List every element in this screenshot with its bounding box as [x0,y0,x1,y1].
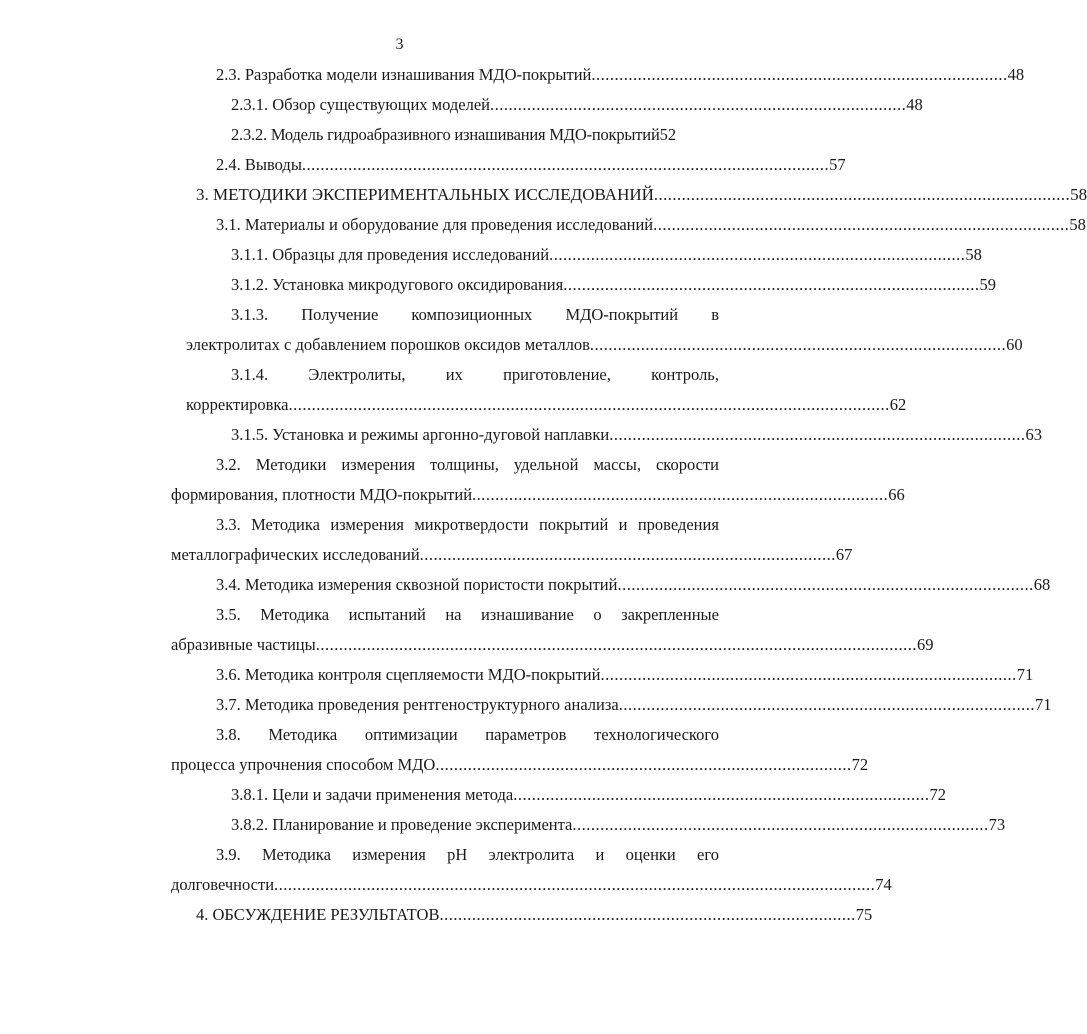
toc-word: толщины, [430,455,499,474]
toc-entry-3-1-5[interactable] [0,420,1042,450]
toc-word: изнашивание [480,605,574,624]
leader-dots: .......................................................................................... [617,575,1034,594]
toc-entry-title: 2.3. Разработка модели изнашивания МДО-покрытий [216,65,592,84]
toc-word: закрепленные [621,605,719,624]
toc-word: измерения [330,515,405,534]
leader-dots: .......................................................................................... [589,335,1007,354]
leader-dots: .................................................................................................................................. [315,635,917,654]
leader-dots: .......................................................................................... [600,665,1017,684]
leader-dots: .................................................................................................................................. [274,875,876,894]
leader-dots: .......................................................................................... [489,95,907,114]
toc-entry-page: 69 [916,635,934,654]
toc-entry-page: 67 [835,545,853,564]
toc-entry-continuation: металлографических исследований [171,545,420,564]
toc-word: проведения [637,515,719,534]
toc-word: Методики [255,455,327,474]
toc-word: скорости [655,455,719,474]
leader-dots: .......................................................................................... [435,755,852,774]
toc-entry-3-9[interactable] [0,840,892,900]
toc-entry-title: 3.1.2. Установка микродугового оксидирования [231,275,564,294]
toc-word: Методика [268,725,338,744]
toc-entry-3-1[interactable] [0,210,1086,240]
toc-entry-title: 2.3.1. Обзор существующих моделей [231,95,490,114]
leader-dots: .......................................................................................... [513,785,930,804]
table-of-contents [0,60,1087,930]
leader-dots: .......................................................................................... [439,905,856,924]
toc-entry-title: 3.7. Методика проведения рентгеноструктурного анализа [216,695,619,714]
toc-word: покрытий [538,515,609,534]
toc-word: композиционных [411,305,533,324]
toc-word: оптимизации [364,725,458,744]
toc-entry-3-1-4[interactable] [0,360,907,420]
toc-entry-title: 3. МЕТОДИКИ ЭКСПЕРИМЕНТАЛЬНЫХ ИССЛЕДОВАНИЙ [196,185,654,204]
toc-entry-page: 66 [888,485,905,504]
toc-word: 3.1.3. [231,305,269,324]
toc-entry-page: 72 [929,785,946,804]
toc-entry-title: 3.1.1. Образцы для проведения исследований [231,245,550,264]
toc-word: 3.5. [216,605,241,624]
toc-entry-3-7[interactable] [0,690,1052,720]
toc-entry-3[interactable] [0,180,1087,210]
toc-entry-4[interactable] [0,900,873,930]
leader-dots: .......................................................................................... [609,425,1026,444]
leader-dots: .......................................................................................... [549,245,966,264]
toc-entry-continuation: электролитах с добавлением порошков оксидов металлов [186,335,590,354]
toc-entry-page: 63 [1025,425,1042,444]
toc-word: и [595,845,605,864]
toc-entry-title: 3.1. Материалы и оборудование для проведения исследований [216,215,654,234]
toc-entry-2-3[interactable] [0,60,1025,90]
toc-entry-page: 60 [1006,335,1023,354]
toc-entry-title: 2.4. Выводы [216,155,302,174]
toc-entry-page: 75 [855,905,873,924]
leader-dots: .................................................................................................................. [301,155,830,174]
toc-entry-title: 3.6. Методика контроля сцепляемости МДО-покрытий [216,665,601,684]
toc-word: на [445,605,462,624]
leader-dots: .................................................................................................................................. [288,395,890,414]
leader-dots: .......................................................................................... [591,65,1008,84]
toc-word: Электролиты, [308,365,406,384]
toc-entry-title: 3.8.2. Планирование и проведение эксперимента [231,815,573,834]
toc-entry-page: 68 [1033,575,1051,594]
toc-entry-3-8-2[interactable] [0,810,1006,840]
toc-entry-3-1-2[interactable] [0,270,996,300]
toc-entry-3-8[interactable] [0,720,869,780]
toc-word: и [618,515,628,534]
toc-word: о [593,605,602,624]
leader-dots: .......................................................................................... [563,275,980,294]
toc-entry-page: 72 [851,755,869,774]
toc-entry-page: 58 [1069,215,1086,234]
toc-entry-continuation: корректировка [186,395,289,414]
toc-word: электролита [488,845,575,864]
toc-entry-2-3-2[interactable] [0,120,799,150]
toc-entry-3-3[interactable] [0,510,853,570]
toc-word: приготовление, [503,365,611,384]
toc-entry-page: 71 [1034,695,1052,714]
leader-dots: .......................................................................................... [419,545,836,564]
toc-entry-title: 3.4. Методика измерения сквозной пористости покрытий [216,575,618,594]
toc-word: технологического [594,725,719,744]
toc-word: измерения [352,845,426,864]
toc-entry-page: 74 [875,875,892,894]
toc-entry-page: 62 [889,395,907,414]
toc-word: Методика [251,515,320,534]
toc-word: 3.8. [216,725,241,744]
toc-word: оценки [625,845,676,864]
toc-word: микротвердости [414,515,529,534]
toc-entry-3-6[interactable] [0,660,1034,690]
toc-entry-3-1-3[interactable] [0,300,1023,360]
toc-entry-continuation: долговечности [171,875,275,894]
toc-word: pH [447,845,468,864]
leader-dots: .......................................................................................... [472,485,889,504]
toc-word: 3.9. [216,845,241,864]
leader-dots: .......................................................................................... [653,215,1070,234]
toc-word: Методика [260,605,330,624]
toc-entry-3-5[interactable] [0,600,934,660]
toc-word: удельной [513,455,579,474]
leader-dots: .......................................................................................... [618,695,1035,714]
page-number: 3 [395,36,404,53]
toc-entry-page: 58 [1070,185,1087,204]
toc-entry-page: 58 [965,245,982,264]
toc-entry-title: 3.8.1. Цели и задачи применения метода [231,785,514,804]
toc-entry-page: 59 [979,275,996,294]
toc-entry-page: 48 [1007,65,1025,84]
toc-word: 3.1.4. [231,365,269,384]
toc-word: параметров [485,725,567,744]
toc-entry-page: 71 [1016,665,1034,684]
toc-word: контроль, [651,365,719,384]
toc-entry-3-8-1[interactable] [0,780,946,810]
toc-entry-page: 73 [988,815,1006,834]
leader-dots: .......................................................................................... [653,185,1071,204]
toc-entry-3-2[interactable] [0,450,905,510]
toc-entry-page: 48 [906,95,923,114]
toc-word: Методика [262,845,331,864]
toc-entry-title: 3.1.5. Установка и режимы аргонно-дуговой наплавки [231,425,610,444]
toc-entry-continuation: формирования, плотности МДО-покрытий [171,485,473,504]
toc-entry-3-1-1[interactable] [0,240,982,270]
toc-entry-3-4[interactable] [0,570,1051,600]
leader-dots: .......................................................................................... [572,815,989,834]
toc-entry-2-4[interactable] [0,150,846,180]
toc-word: их [445,365,463,384]
toc-entry-page: 52 [659,125,677,144]
toc-word: испытаний [348,605,426,624]
toc-word: в [711,305,719,324]
toc-word: массы, [593,455,641,474]
toc-entry-title: 2.3.2. Модель гидроабразивного изнашивания МДО-покрытий [231,125,660,144]
toc-word: Получение [301,305,379,324]
toc-entry-continuation: процесса упрочнения способом МДО [171,755,436,774]
toc-entry-2-3-1[interactable] [0,90,923,120]
toc-word: 3.3. [216,515,241,534]
toc-word: измерения [341,455,416,474]
toc-word: МДО-покрытий [565,305,679,324]
toc-entry-page: 57 [829,155,846,174]
toc-entry-title: 4. ОБСУЖДЕНИЕ РЕЗУЛЬТАТОВ [196,905,440,924]
toc-word: его [697,845,719,864]
toc-entry-continuation: абразивные частицы [171,635,316,654]
toc-word: 3.2. [216,455,241,474]
